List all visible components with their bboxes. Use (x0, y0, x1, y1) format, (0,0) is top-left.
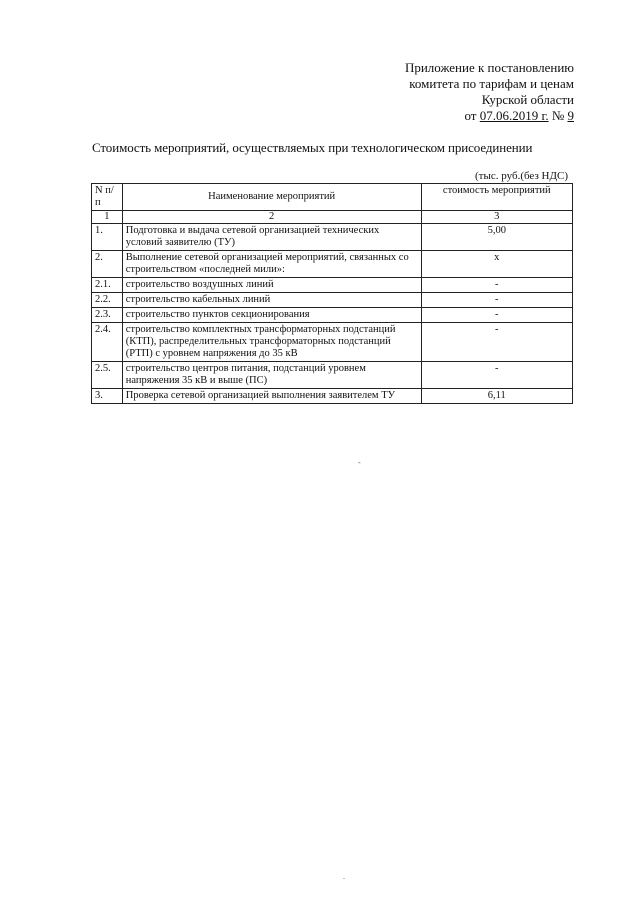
row-num: 3. (92, 389, 123, 404)
header-line-3: Курской области (481, 92, 574, 107)
table-header-row (92, 184, 573, 211)
header-name: Наименование мероприятий (122, 184, 421, 211)
index-1: 1 (92, 211, 123, 224)
table-row (92, 308, 573, 323)
row-cost: х (421, 251, 572, 278)
row-cost: 6,11 (421, 389, 572, 404)
row-num: 2.4. (92, 323, 123, 362)
index-3: 3 (421, 211, 572, 224)
appendix-header (354, 60, 574, 124)
row-num: 1. (92, 224, 123, 251)
row-num: 2. (92, 251, 123, 278)
row-cost: - (421, 323, 572, 362)
header-line-4 (354, 108, 574, 124)
header-cost: стоимость мероприятий (421, 184, 572, 211)
row-name: строительство пунктов секционирования (122, 308, 421, 323)
table-row (92, 323, 573, 362)
row-name: Подготовка и выдача сетевой организацией технических условий заявителю (ТУ) (122, 224, 421, 251)
table-row (92, 251, 573, 278)
header-num: N п/п (92, 184, 123, 211)
row-num: 2.3. (92, 308, 123, 323)
row-name: строительство кабельных линий (122, 293, 421, 308)
table-row (92, 278, 573, 293)
resolution-number: 9 (567, 108, 574, 123)
row-name: строительство воздушных линий (122, 278, 421, 293)
row-cost: - (421, 362, 572, 389)
row-name: строительство центров питания, подстанций уровнем напряжения 35 кВ и выше (ПС) (122, 362, 421, 389)
row-name: Проверка сетевой организацией выполнения заявителем ТУ (122, 389, 421, 404)
document-title: Стоимость мероприятий, осуществляемых при технологическом присоединении (92, 140, 533, 155)
date-prefix: от (464, 108, 480, 123)
table-row (92, 362, 573, 389)
row-cost: - (421, 293, 572, 308)
scan-mark: . (343, 872, 345, 881)
units-note: (тыс. руб.(без НДС) (475, 170, 568, 182)
row-name: Выполнение сетевой организацией мероприятий, связанных со строительством «последней мили»: (122, 251, 421, 278)
index-2: 2 (122, 211, 421, 224)
header-line-2: комитета по тарифам и ценам (409, 76, 574, 91)
row-num: 2.2. (92, 293, 123, 308)
header-line-1: Приложение к постановлению (404, 60, 574, 75)
row-cost: - (421, 308, 572, 323)
row-cost: - (421, 278, 572, 293)
row-cost: 5,00 (421, 224, 572, 251)
number-sign: № (548, 108, 568, 123)
row-name: строительство комплектных трансформаторных подстанций (КТП), распределительных трансформаторных подстанций (РТП) с уровнем напряжения до 35 кВ (122, 323, 421, 362)
cost-table (91, 183, 573, 404)
table-row (92, 293, 573, 308)
resolution-date: 07.06.2019 г. (479, 108, 549, 123)
table-row (92, 224, 573, 251)
row-num: 2.1. (92, 278, 123, 293)
scan-mark: - (358, 458, 361, 467)
row-num: 2.5. (92, 362, 123, 389)
table-row (92, 389, 573, 404)
table-index-row (92, 211, 573, 224)
